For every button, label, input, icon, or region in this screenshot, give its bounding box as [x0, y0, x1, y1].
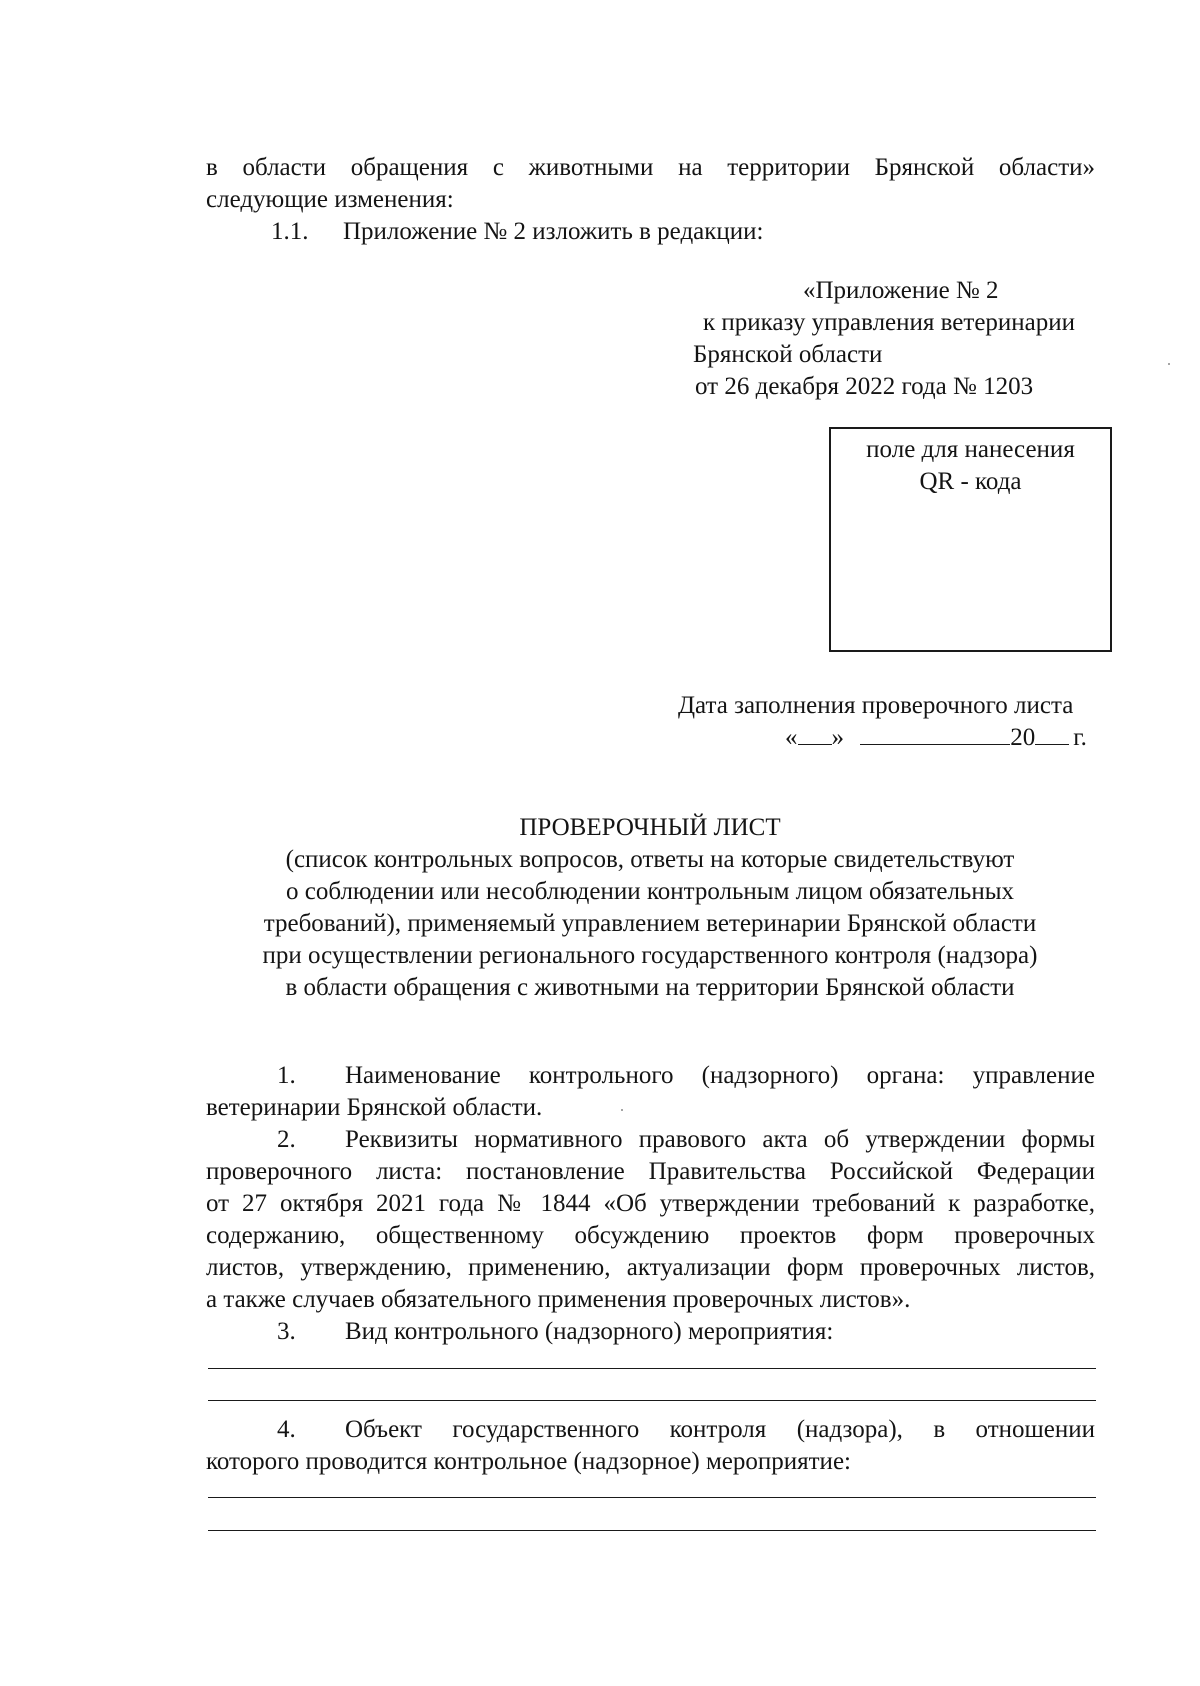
fill-date-day-blank: [798, 722, 832, 745]
item-1-line-2: ветеринарии Брянской области.: [206, 1094, 543, 1121]
item-4-blank-line-1: [208, 1497, 1096, 1498]
fill-date-month-blank: [860, 722, 1010, 745]
checklist-title: ПРОВЕРОЧНЫЙ ЛИСТ: [519, 814, 781, 841]
item-2-line-5: листов, утверждению, применению, актуализации форм проверочных листов,: [206, 1254, 1095, 1281]
item-4-line-1: Объект государственного контроля (надзора), в отношении: [345, 1416, 1095, 1443]
checklist-subtitle-5: в области обращения с животными на территории Брянской области: [285, 974, 1015, 1001]
scan-speck: [621, 1109, 623, 1111]
appendix-line-1: «Приложение № 2: [803, 277, 999, 304]
qr-field-label-1: поле для нанесения: [866, 436, 1075, 463]
fill-date-year-suffix: г.: [1073, 724, 1087, 751]
item-3-line-1: Вид контрольного (надзорного) мероприятия:: [345, 1318, 834, 1345]
item-1-number: 1.: [277, 1062, 296, 1089]
appendix-line-3: Брянской области: [693, 341, 883, 368]
item-2-line-6: а также случаев обязательного применения проверочных листов».: [206, 1286, 911, 1313]
fill-date-close-quote: »: [831, 724, 844, 751]
fill-date-year-blank: [1035, 722, 1069, 745]
fill-date-field: [785, 722, 1087, 754]
item-4-line-2: которого проводится контрольное (надзорное) мероприятие:: [206, 1448, 851, 1475]
item-3-blank-line-2: [208, 1400, 1096, 1401]
item-3-number: 3.: [277, 1318, 296, 1345]
appendix-line-2: к приказу управления ветеринарии: [703, 309, 1076, 336]
qr-field-label-2: QR - кода: [919, 468, 1022, 495]
intro-line-1: в области обращения с животными на территории Брянской области»: [206, 154, 1095, 181]
checklist-subtitle-1: (список контрольных вопросов, ответы на которые свидетельствуют: [285, 846, 1015, 873]
checklist-subtitle-3: требований), применяемый управлением ветеринарии Брянской области: [263, 910, 1037, 937]
item-2-number: 2.: [277, 1126, 296, 1153]
fill-date-open-quote: «: [785, 724, 798, 751]
qr-code-field: [829, 427, 1112, 652]
intro-item-number: 1.1.: [271, 218, 309, 245]
checklist-subtitle-4: при осуществлении регионального государственного контроля (надзора): [262, 942, 1038, 969]
item-4-blank-line-2: [208, 1530, 1096, 1531]
fill-date-label: Дата заполнения проверочного листа: [678, 692, 1074, 719]
item-4-number: 4.: [277, 1416, 296, 1443]
item-3-blank-line-1: [208, 1368, 1096, 1369]
item-2-line-4: содержанию, общественному обсуждению проектов форм проверочных: [206, 1222, 1095, 1249]
intro-item-text: Приложение № 2 изложить в редакции:: [343, 218, 764, 245]
fill-date-year-prefix: 20: [1010, 724, 1036, 751]
item-2-line-1: Реквизиты нормативного правового акта об утверждении формы: [345, 1126, 1095, 1153]
checklist-subtitle-2: о соблюдении или несоблюдении контрольным лицом обязательных: [286, 878, 1014, 905]
intro-line-2: следующие изменения:: [206, 186, 454, 213]
scan-speck: [1168, 363, 1170, 365]
item-1-line-1: Наименование контрольного (надзорного) органа: управление: [345, 1062, 1095, 1089]
appendix-line-4: от 26 декабря 2022 года № 1203: [695, 373, 1034, 400]
item-2-line-2: проверочного листа: постановление Правительства Российской Федерации: [206, 1158, 1095, 1185]
item-2-line-3: от 27 октября 2021 года № 1844 «Об утверждении требований к разработке,: [206, 1190, 1095, 1217]
